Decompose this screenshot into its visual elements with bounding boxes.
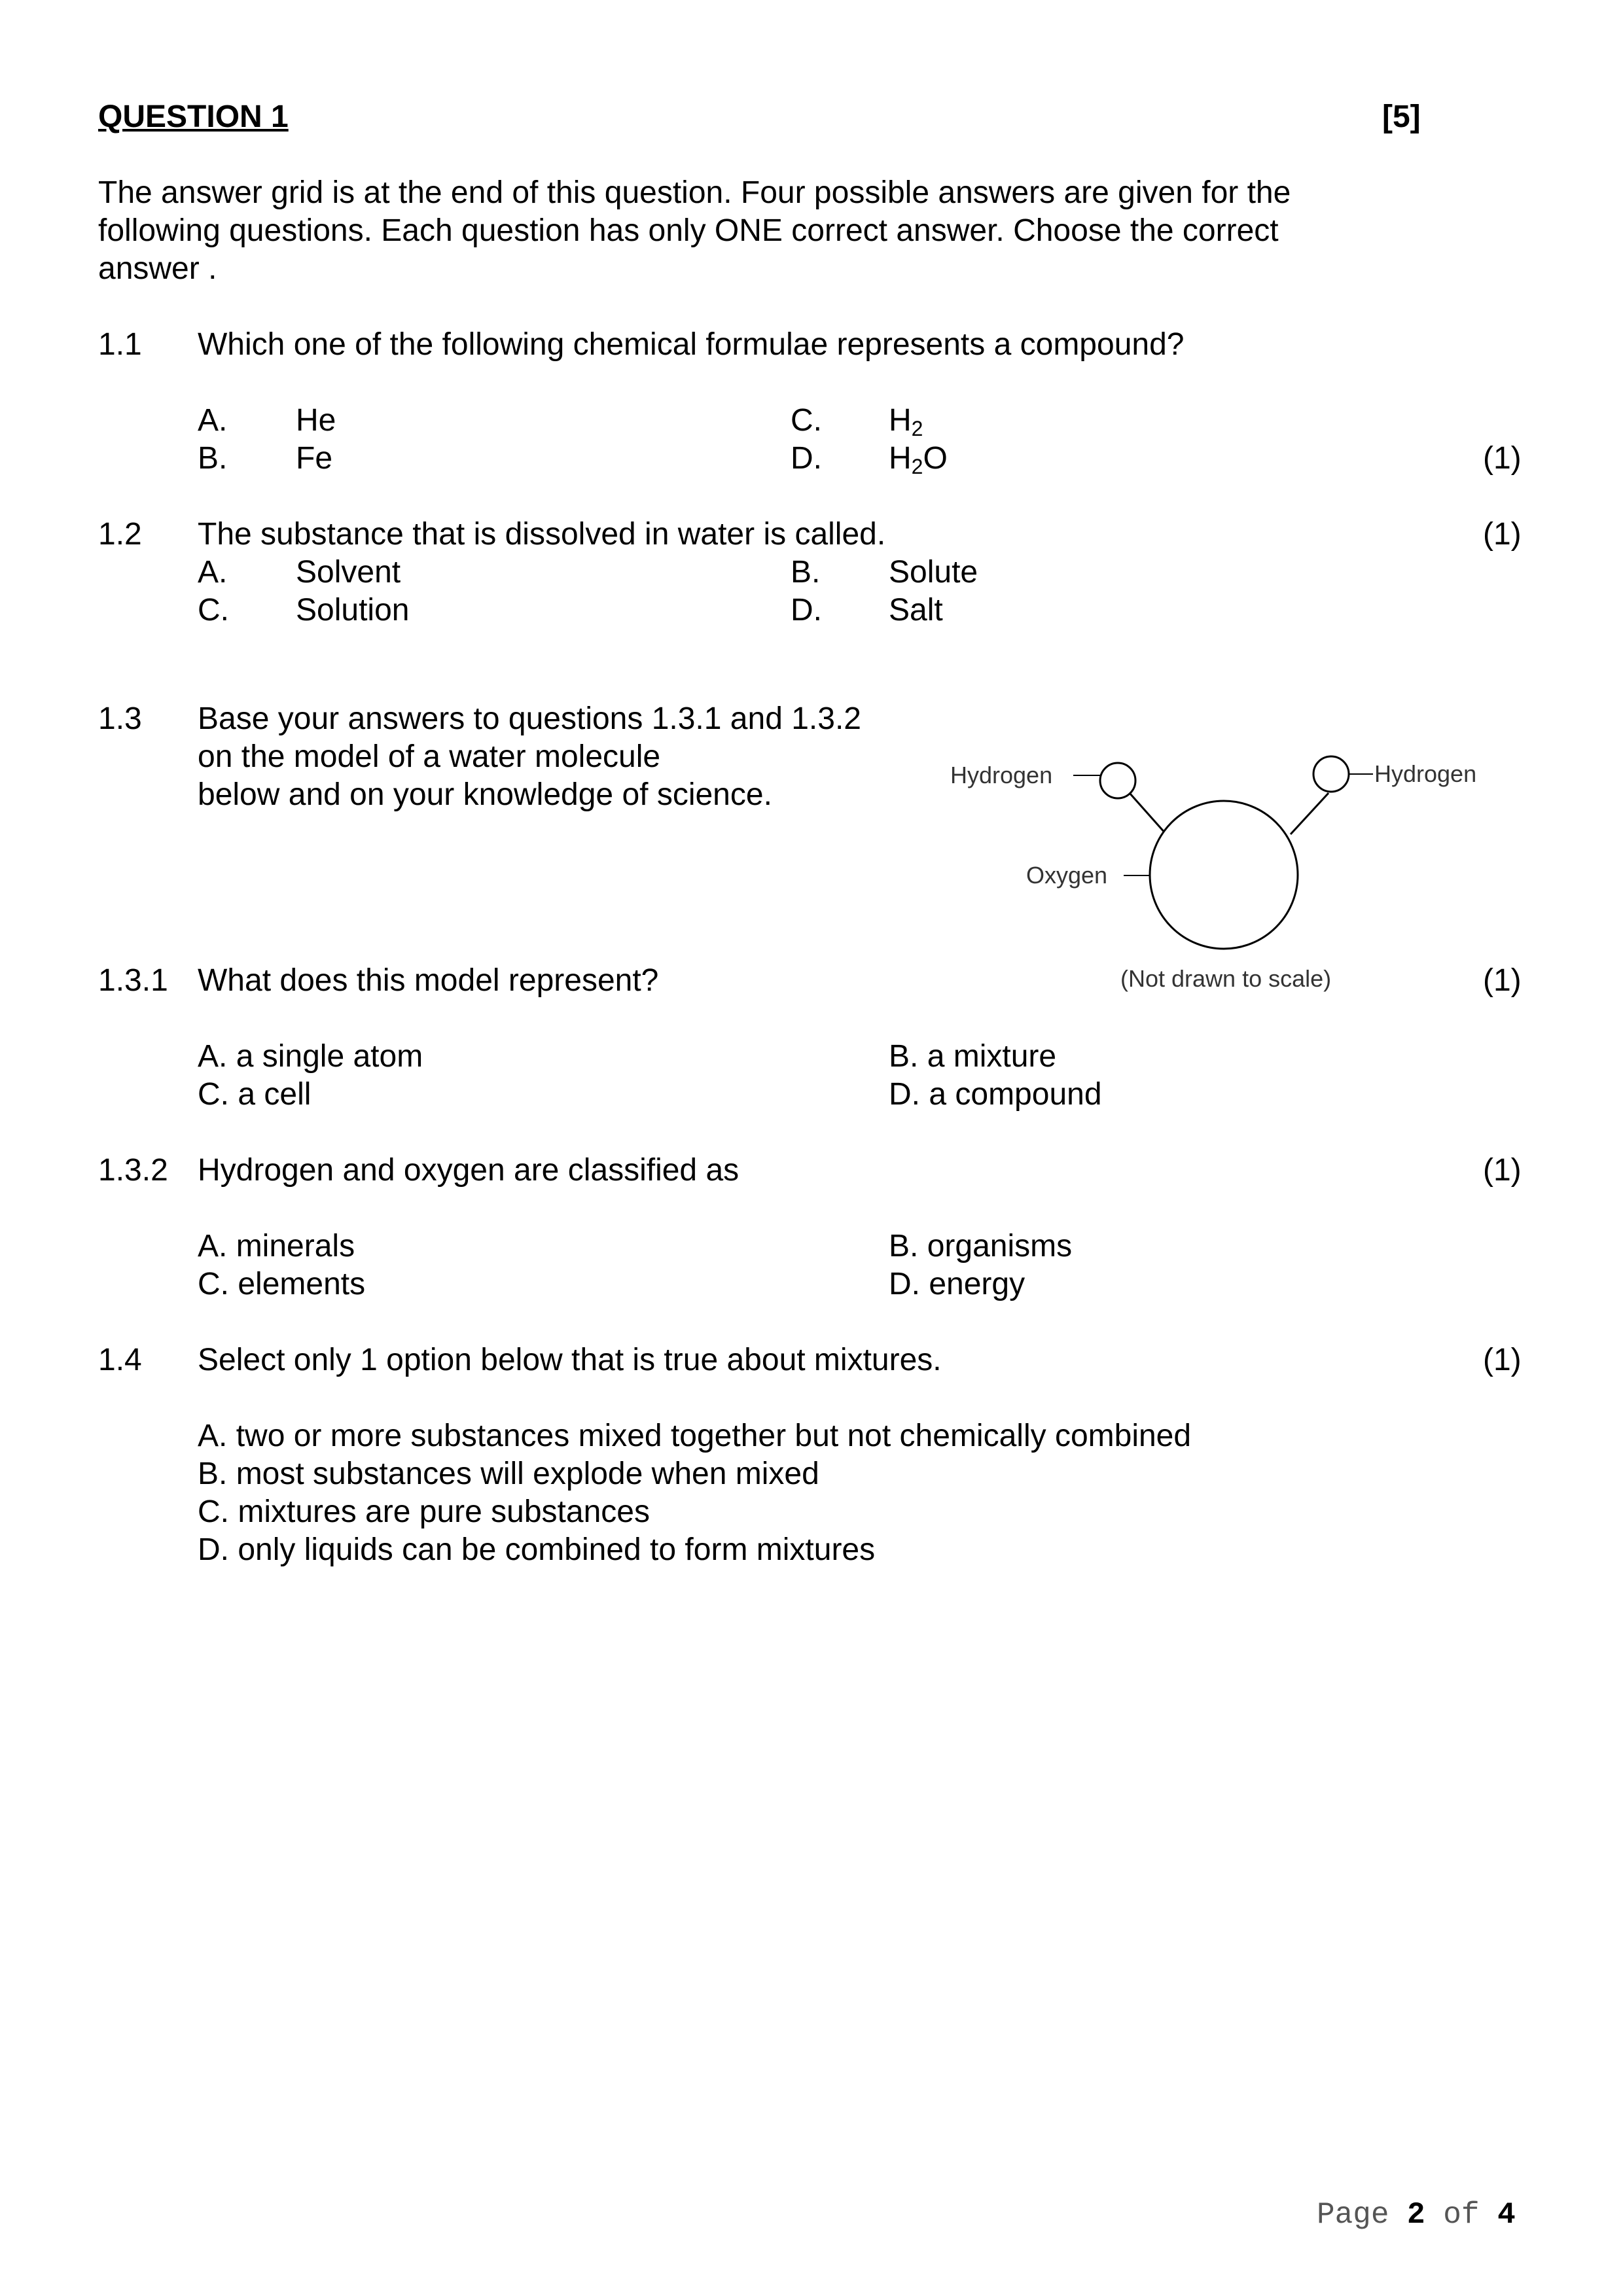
formula-base: H — [889, 403, 912, 438]
option-formula — [889, 440, 948, 486]
option-text: A. minerals — [198, 1229, 355, 1263]
question-text: Hydrogen and oxygen are classified as — [198, 1153, 740, 1188]
option-text: D. only liquids can be combined to form mixtures — [198, 1532, 876, 1567]
question-text: Base your answers to questions 1.3.1 and 1.3.2 — [198, 701, 861, 736]
question-text: The substance that is dissolved in water is called. — [198, 517, 886, 552]
bond-line — [1291, 793, 1329, 834]
page-total: 4 — [1497, 2198, 1516, 2232]
question-text: on the model of a water molecule — [198, 739, 661, 774]
formula-base: H — [889, 441, 912, 476]
question-marks: (1) — [1483, 1343, 1522, 1377]
option-text: C. mixtures are pure substances — [198, 1494, 650, 1529]
hydrogen-atom-left — [1100, 763, 1135, 798]
question-number: 1.4 — [98, 1343, 142, 1377]
question-text: What does this model represent? — [198, 963, 659, 998]
formula-subscript: 2 — [911, 417, 923, 440]
water-molecule-diagram — [936, 739, 1538, 1001]
question-number: 1.3 — [98, 701, 142, 736]
question-text: below and on your knowledge of science. — [198, 777, 772, 812]
oxygen-atom — [1150, 801, 1298, 949]
question-title: QUESTION 1 — [98, 99, 289, 134]
question-marks: (1) — [1483, 441, 1522, 476]
option-letter: B. — [198, 441, 228, 476]
bond-line — [1130, 793, 1166, 834]
page-number-footer — [1317, 2196, 1516, 2234]
of-word: of — [1443, 2198, 1480, 2232]
question-text: Which one of the following chemical formulae represents a compound? — [198, 327, 1185, 362]
option-letter: B. — [791, 555, 821, 590]
question-marks: (1) — [1483, 517, 1522, 552]
question-total-marks: [5] — [1382, 99, 1421, 134]
question-number: 1.3.2 — [98, 1153, 168, 1188]
option-text: Salt — [889, 593, 943, 627]
option-letter: A. — [198, 403, 228, 438]
formula-tail: O — [923, 441, 948, 476]
option-text: Fe — [296, 441, 333, 476]
option-text: C. elements — [198, 1267, 366, 1301]
question-marks: (1) — [1483, 1153, 1522, 1188]
option-letter: D. — [791, 593, 822, 627]
label-hydrogen-left: Hydrogen — [950, 762, 1053, 788]
diagram-caption: (Not drawn to scale) — [1120, 965, 1332, 992]
option-text: B. a mixture — [889, 1039, 1057, 1074]
question-marks: (1) — [1483, 963, 1522, 998]
option-text: A. a single atom — [198, 1039, 423, 1074]
question-number: 1.3.1 — [98, 963, 168, 998]
option-text: He — [296, 403, 336, 438]
page-current: 2 — [1407, 2198, 1425, 2232]
option-text: A. two or more substances mixed together but not chemically combined — [198, 1419, 1192, 1453]
option-text: Solution — [296, 593, 410, 627]
option-letter: C. — [198, 593, 229, 627]
label-oxygen: Oxygen — [1026, 862, 1108, 889]
formula-subscript: 2 — [911, 455, 923, 478]
option-text: Solvent — [296, 555, 401, 590]
question-text: Select only 1 option below that is true about mixtures. — [198, 1343, 942, 1377]
option-letter: C. — [791, 403, 822, 438]
option-text: Solute — [889, 555, 978, 590]
question-number: 1.1 — [98, 327, 142, 362]
question-number: 1.2 — [98, 517, 142, 552]
label-hydrogen-right: Hydrogen — [1374, 760, 1477, 787]
option-text: B. organisms — [889, 1229, 1073, 1263]
page-word: Page — [1317, 2198, 1389, 2232]
option-text: D. energy — [889, 1267, 1026, 1301]
option-text: B. most substances will explode when mixed — [198, 1457, 819, 1491]
intro-line: answer . — [98, 251, 217, 286]
option-text: C. a cell — [198, 1077, 312, 1112]
option-text: D. a compound — [889, 1077, 1102, 1112]
intro-line: following questions. Each question has only ONE correct answer. Choose the correct — [98, 213, 1279, 248]
option-letter: D. — [791, 441, 822, 476]
option-letter: A. — [198, 555, 228, 590]
hydrogen-atom-right — [1313, 756, 1349, 792]
intro-line: The answer grid is at the end of this question. Four possible answers are given for the — [98, 175, 1291, 210]
